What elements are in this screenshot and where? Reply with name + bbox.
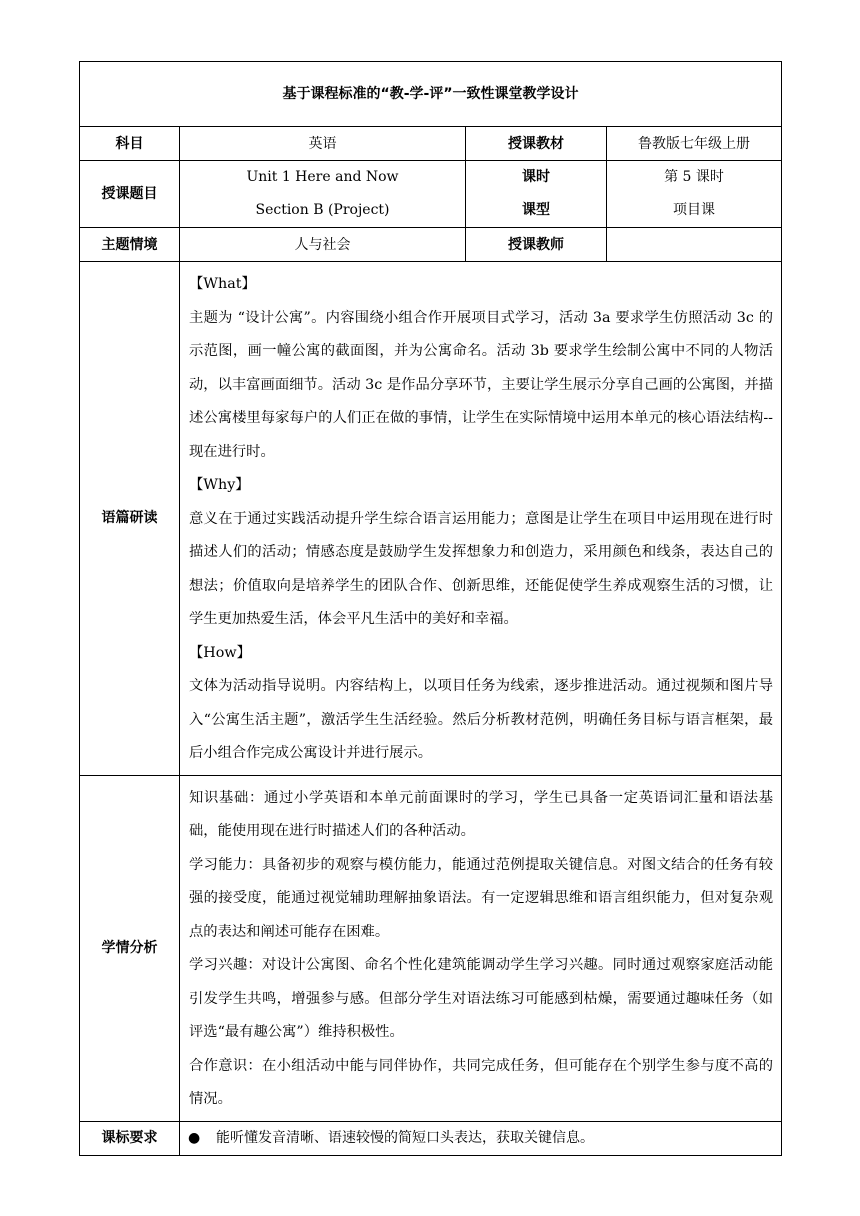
interest-paragraph: 学习兴趣：对设计公寓图、命名个性化建筑能调动学生学习兴趣。同时通过观察家庭活动能引发学生共鸣，增强参与感。但部分学生对语法练习可能感到枯燥，需要通过趣味任务（如评选“最有趣公寓”）维持积极性。 <box>189 957 774 1040</box>
topic-value <box>180 161 466 228</box>
type-value: 项目课 <box>673 202 716 218</box>
teacher-value <box>607 228 782 262</box>
period-type-values <box>607 161 782 228</box>
subject-label: 科目 <box>80 127 180 161</box>
period-value: 第 5 课时 <box>664 169 724 185</box>
curriculum-label: 课标要求 <box>80 1121 180 1155</box>
period-type-labels <box>466 161 607 228</box>
curriculum-content <box>180 1121 782 1155</box>
subject-row <box>80 127 782 161</box>
what-heading: 【What】 <box>189 276 256 292</box>
type-label: 课型 <box>522 202 550 218</box>
learner-analysis-row <box>80 775 782 1121</box>
text-study-content <box>180 262 782 776</box>
learner-analysis-content <box>180 775 782 1121</box>
what-paragraph: 主题为 “设计公寓”。内容围绕小组合作开展项目式学习，活动 3a 要求学生仿照活动 3c 的示范图，画一幢公寓的截面图，并为公寓命名。活动 3b 要求学生绘制公寓中不同的人物活动，以丰富画面细节。活动 3c 是作品分享环节，主要让学生展示分享自己画的公寓图，并描述公寓楼里每家每户的人们正在做的事情，让学生在实际情境中运用本单元的核心语法结构--现在进行时。 <box>189 309 774 460</box>
lesson-plan-table <box>79 61 782 1156</box>
page-title: 基于课程标准的“教-学-评”一致性课堂教学设计 <box>80 62 782 127</box>
context-value: 人与社会 <box>180 228 466 262</box>
topic-line-2: Section B (Project) <box>255 202 390 218</box>
why-heading: 【Why】 <box>189 477 250 493</box>
knowledge-paragraph: 知识基础：通过小学英语和本单元前面课时的学习，学生已具备一定英语词汇量和语法基础，能使用现在进行时描述人们的各种活动。 <box>189 789 774 839</box>
text-study-row <box>80 262 782 776</box>
textbook-label: 授课教材 <box>466 127 607 161</box>
text-study-label: 语篇研读 <box>80 262 180 776</box>
how-paragraph: 文体为活动指导说明。内容结构上，以项目任务为线索，逐步推进活动。通过视频和图片导入“公寓生活主题”，激活学生生活经验。然后分析教材范例，明确任务目标与语言框架，最后小组合作完成公寓设计并进行展示。 <box>189 678 774 761</box>
textbook-value: 鲁教版七年级上册 <box>607 127 782 161</box>
curriculum-item: 能听懂发音清晰、语速较慢的简短口头表达，获取关键信息。 <box>216 1130 594 1146</box>
topic-row <box>80 161 782 228</box>
cooperation-paragraph: 合作意识：在小组活动中能与同伴协作，共同完成任务，但可能存在个别学生参与度不高的情况。 <box>189 1057 774 1107</box>
period-label: 课时 <box>522 169 550 185</box>
topic-line-1: Unit 1 Here and Now <box>246 169 399 185</box>
how-heading: 【How】 <box>189 644 251 661</box>
subject-value: 英语 <box>180 127 466 161</box>
teacher-label: 授课教师 <box>466 228 607 262</box>
title-row <box>80 62 782 127</box>
learner-analysis-label: 学情分析 <box>80 775 180 1121</box>
context-label: 主题情境 <box>80 228 180 262</box>
why-paragraph: 意义在于通过实践活动提升学生综合语言运用能力；意图是让学生在项目中运用现在进行时描述人们的活动；情感态度是鼓励学生发挥想象力和创造力，采用颜色和线条，表达自己的想法；价值取向是培养学生的团队合作、创新思维，还能促使学生养成观察生活的习惯，让学生更加热爱生活，体会平凡生活中的美好和幸福。 <box>189 510 774 627</box>
topic-label: 授课题目 <box>80 161 180 228</box>
context-row <box>80 228 782 262</box>
bullet-icon: ● <box>188 1130 201 1146</box>
ability-paragraph: 学习能力：具备初步的观察与模仿能力，能通过范例提取关键信息。对图文结合的任务有较强的接受度，能通过视觉辅助理解抽象语法。有一定逻辑思维和语言组织能力，但对复杂观点的表达和阐述可能存在困难。 <box>189 856 774 940</box>
curriculum-row <box>80 1121 782 1155</box>
